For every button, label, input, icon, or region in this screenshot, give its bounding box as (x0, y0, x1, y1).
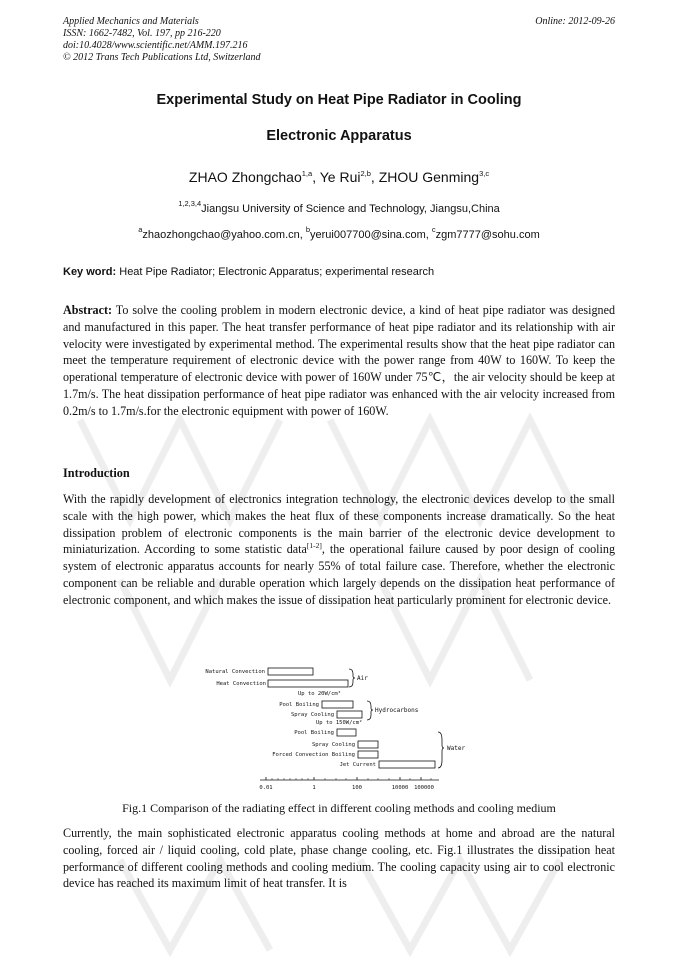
figure-note: Up to 150W/cm² (316, 720, 363, 726)
x-tick-label: 100 (352, 785, 362, 791)
abstract-label: Abstract: (63, 303, 113, 317)
intro-text-part-2: , the operational failure caused by poor design of cooling system of electronic apparatus accounts for nearly 55% of total failure case. Therefore, whether the electronic component can be reliable and durable operation which largely depends on the dissipation heat performance of electronic component, and which makes the issue of dissipation heat particularly prominent for electronic device. (63, 542, 615, 607)
group-label-hydrocarbons: Hydrocarbons (375, 707, 419, 714)
x-tick-label: 100000 (414, 785, 434, 791)
figure-row-label: Jet Current (339, 762, 376, 768)
journal-header (63, 16, 615, 64)
brace-water (438, 732, 444, 768)
figure-bar (358, 751, 378, 758)
author-name: Ye Rui (319, 169, 361, 185)
figure-bar (268, 680, 348, 687)
figure-bar (337, 729, 356, 736)
affiliation-text: Jiangsu University of Science and Technology, Jiangsu,China (201, 203, 500, 215)
brace-hydrocarbons (367, 701, 373, 720)
citation: [1-2] (306, 541, 322, 551)
group-label-water: Water (447, 745, 466, 752)
author-affil-sup: 3,c (479, 169, 490, 178)
affiliation-line (0, 199, 678, 215)
keywords-line (63, 266, 434, 278)
brace-air (349, 669, 355, 687)
figure-row-label: Pool Boiling (294, 730, 334, 736)
abstract-text: To solve the cooling problem in modern electronic device, a kind of heat pipe radiator was designed and manufactured in this paper. The heat transfer performance of heat pipe radiator and its relationship with air velocity were investigated by experimental method. The experimental results show that the heat pipe radiator can meet the temperature requirement of electronic device with the power range from 40W to 160W. To keep the operational temperature of electronic device with power of 160W under 75℃，the air velocity should be keep at 1.7m/s. The heat dissipation performance of heat pipe radiator was enhanced with the air velocity increased from 0.2m/s to 1.7m/s.for the electronic equipment with power of 160W. (63, 303, 615, 418)
authors-line (0, 169, 678, 185)
intro-text-part-1: With the rapidly development of electronics integration technology, the electronic devices develop to the small scale with the high power, which makes the heat flux of these components increase dramatically. So the heat dissipation problem of electronic components is the main barrier of the electronic device development to miniaturization. According to some statistic data (63, 492, 615, 557)
online-date: Online: 2012-09-26 (535, 16, 615, 27)
introduction-paragraph (63, 491, 615, 609)
group-label-air: Air (357, 675, 368, 682)
paper-title-line-2: Electronic Apparatus (266, 128, 412, 144)
author-name: ZHAO Zhongchao (188, 169, 302, 185)
body-paragraph: Currently, the main sophisticated electronic apparatus cooling methods at home and abroad are the natural cooling, forced air / liquid cooling, cold plate, phase change cooling, etc. Fig.1 illustrates the dissipation heat performance of different cooling methods and cooling medium. The cooling capacity using air to cool electronic device has reached its maximum limit of heat transfer. It is (63, 826, 615, 891)
figure-bar (358, 741, 378, 748)
email-sup: b (305, 225, 311, 234)
figure-row-label: Forced Convection Boiling (272, 752, 355, 758)
figure-row-label: Spray Cooling (311, 742, 355, 748)
author-separator: , (312, 169, 320, 185)
email-text: zhaozhongchao@yahoo.com.cn, (142, 229, 306, 241)
cooling-methods-figure (205, 664, 475, 794)
figure-note: Up to 20W/cm² (298, 691, 342, 697)
email-sup: a (138, 225, 143, 234)
issn-line: ISSN: 1662-7482, Vol. 197, pp 216-220 (63, 28, 221, 39)
figure-row-label: Heat Convection (216, 681, 266, 687)
figure-row-label: Pool Boiling (279, 702, 319, 708)
figure-bar (322, 701, 353, 708)
figure-bar (337, 711, 362, 718)
x-tick-label: 1 (312, 785, 316, 791)
email-text: yerui007700@sina.com, (310, 229, 432, 241)
figure-bar (379, 761, 435, 768)
affiliation-sup: 1,2,3,4 (178, 199, 202, 208)
author-name: ZHOU Genming (378, 169, 480, 185)
figure-row-label: Spray Cooling (290, 712, 334, 718)
x-tick-label: 0.01 (259, 785, 273, 791)
copyright-line: © 2012 Trans Tech Publications Ltd, Switzerland (63, 52, 261, 63)
author-affil-sup: 2,b (360, 169, 371, 178)
introduction-heading: Introduction (63, 466, 130, 480)
journal-name: Applied Mechanics and Materials (63, 16, 199, 27)
figure-caption: Fig.1 Comparison of the radiating effect in different cooling methods and cooling medium (122, 801, 556, 815)
x-tick-label: 10000 (391, 785, 409, 791)
email-text: zgm7777@sohu.com (435, 229, 540, 241)
author-affil-sup: 1,a (301, 169, 313, 178)
keywords-text: Heat Pipe Radiator; Electronic Apparatus; experimental research (116, 266, 435, 278)
abstract-paragraph (63, 302, 615, 420)
paper-title-line-1: Experimental Study on Heat Pipe Radiator in Cooling (156, 92, 522, 108)
author-separator: , (370, 169, 379, 185)
email-sup: c (431, 225, 436, 234)
emails-line (0, 225, 678, 241)
keywords-label: Key word: (63, 266, 117, 278)
figure-row-label: Natural Convection (205, 669, 265, 675)
figure-bar (268, 668, 313, 675)
doi-line: doi:10.4028/www.scientific.net/AMM.197.216 (63, 40, 248, 51)
